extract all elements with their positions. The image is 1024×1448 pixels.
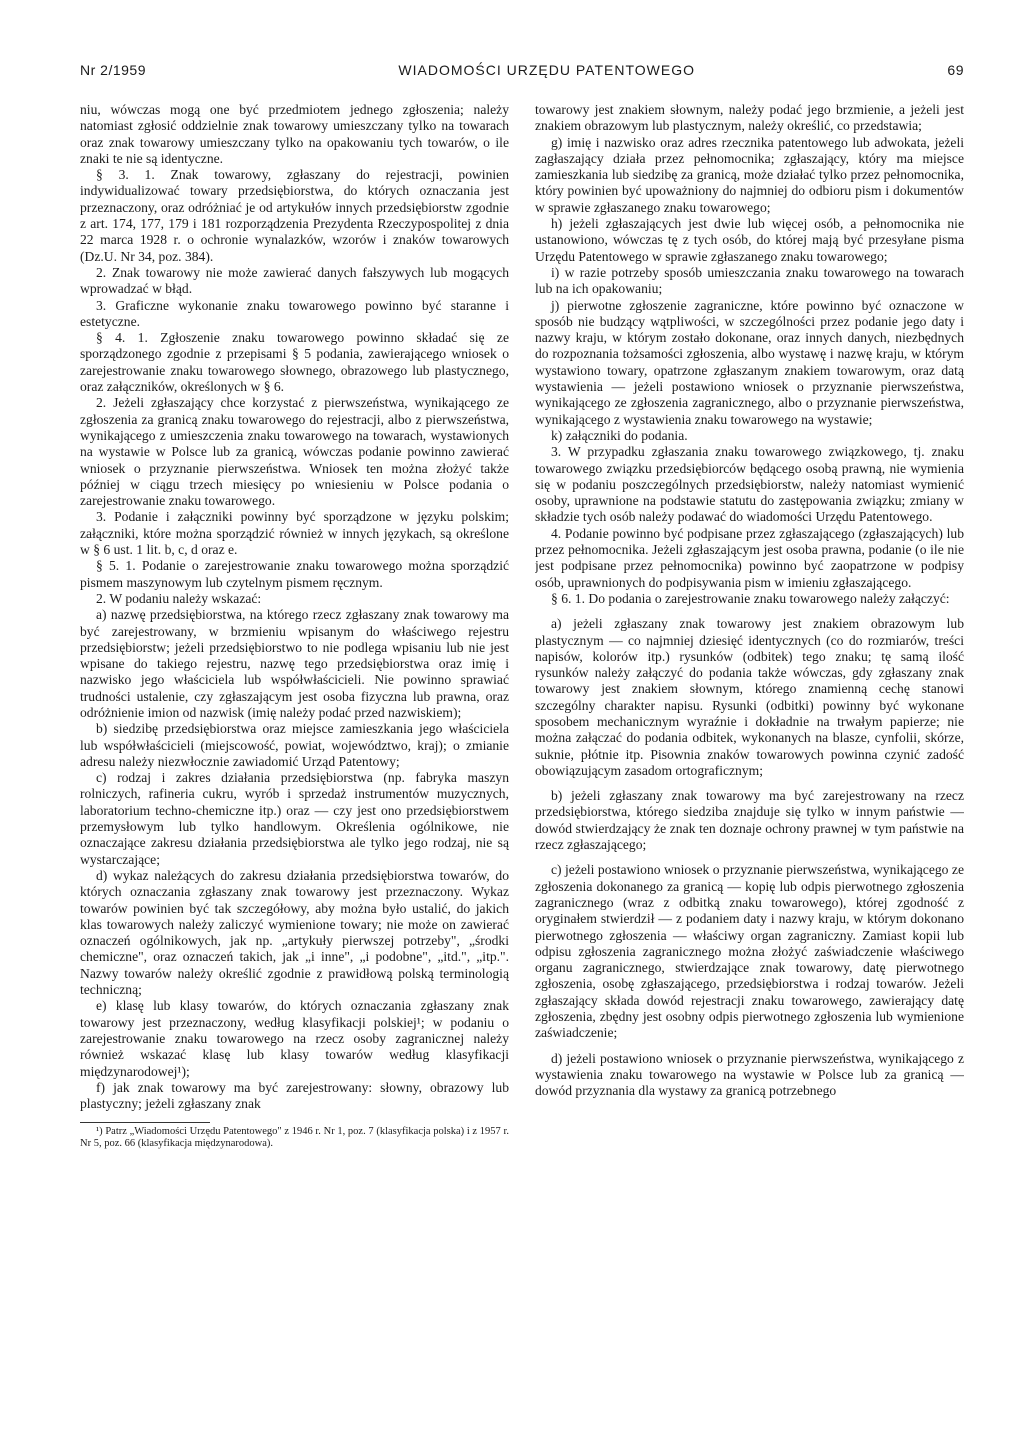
- paragraph: i) w razie potrzeby sposób umieszczania znaku towarowego na towarach lub na ich opakowaniu;: [535, 264, 964, 297]
- right-column: [535, 102, 964, 1422]
- paragraph: c) jeżeli postawiono wniosek o przyznanie pierwszeństwa, wynikającego ze zgłoszenia dokonanego za granicą — kopię lub odpis pierwotnego zgłoszenia zagranicznego (wraz z odbitką znaku towarowego), której zgodność z oryginałem stwierdził — z podaniem daty i nazwy kraju, w którym dokonano pierwotnego zgłoszenia — właściwy organ zagraniczny. Zamiast kopii lub odpisu zgłoszenia zagranicznego można złożyć zaświadczenie właściwego organu zagranicznego, stwierdzające znak towarowy, datę pierwotnego zgłoszenia, osobę zgłaszającego, przedsiębiorstwa i rodzaj towarów. Jeżeli zgłaszający składa dowód rejestracji znaku towarowego, zawierający datę zgłoszenia, zbędny jest osobny odpis pierwotnego zgłoszenia lub wymienione zaświadczenie;: [535, 862, 964, 1041]
- paragraph: 3. Graficzne wykonanie znaku towarowego powinno być staranne i estetyczne.: [80, 297, 509, 329]
- journal-title: WIADOMOŚCI URZĘDU PATENTOWEGO: [398, 62, 695, 78]
- footnote-divider: [80, 1122, 210, 1123]
- paragraph: 3. Podanie i załączniki powinny być sporządzone w języku polskim; załączniki, które można sporządzić również w innych językach, są określone w § 6 ust. 1 lit. b, c, d oraz e.: [80, 509, 509, 558]
- paragraph: 2. Jeżeli zgłaszający chce korzystać z pierwszeństwa, wynikającego ze zgłoszenia za granicą znaku towarowego do rejestracji, albo z pierwszeństwa, wynikającego z umieszczenia znaku towarowego na towarach, wystawionych na wystawie w Polsce lub za granicą, wówczas podanie powinno zawierać wniosek o przyznanie pierwszeństwa. Wniosek ten można złożyć także później w ciągu trzech miesięcy po wniesieniu w Polsce podania o zarejestrowanie znaku towarowego.: [80, 395, 509, 509]
- paragraph: g) imię i nazwisko oraz adres rzecznika patentowego lub adwokata, jeżeli zagłaszający działa przez pełnomocnika; zgłaszający, który ma miejsce zamieszkania lub siedzibę za granicą, może działać tylko przez pełnomocnika, który powinien być upoważniony do najmniej do odbioru pism i dokumentów w sprawie zgłaszanego znaku towarowego;: [535, 134, 964, 215]
- left-column: [80, 102, 509, 1422]
- page-number: 69: [947, 62, 964, 78]
- paragraph: niu, wówczas mogą one być przedmiotem jednego zgłoszenia; należy natomiast zgłosić oddzielnie znak towarowy umieszczany tylko na towarach oraz znak towarowy umieszczany tylko na opakowaniu tych towarów, o ile znaki te nie są identyczne.: [80, 102, 509, 166]
- paragraph: b) jeżeli zgłaszany znak towarowy ma być zarejestrowany na rzecz przedsiębiorstwa, którego siedziba znajduje się tylko w innym państwie — dowód stwierdzający że znak ten doznaje ochrony prawnej w tym państwie na rzecz zgłaszającego;: [535, 788, 964, 853]
- paragraph: e) klasę lub klasy towarów, do których oznaczania zgłaszany znak towarowy jest przeznaczony, według klasyfikacji polskiej¹; w podaniu o zarejestrowanie znaku towarowego na rzecz osoby zagranicznej należy również wskazać klasę lub klasy towarów według klasyfikacji międzynarodowej¹);: [80, 998, 509, 1079]
- paragraph: § 4. 1. Zgłoszenie znaku towarowego powinno składać się ze sporządzonego zgodnie z przepisami § 5 podania, zawierającego wniosek o zarejestrowanie znaku towarowego słownego, obrazowego lub plastycznego, oraz załączników, określonych w § 6.: [80, 330, 509, 395]
- page-header: [80, 62, 964, 78]
- issue-number: Nr 2/1959: [80, 62, 146, 78]
- paragraph: 2. W podaniu należy wskazać:: [96, 590, 262, 606]
- paragraph: § 3. 1. Znak towarowy, zgłaszany do rejestracji, powinien indywidualizować towary przedsiębiorstwa, do których oznaczania jest przeznaczony, oraz odróżniać je od artykułów innych przedsiębiorstw zgodnie z art. 174, 177, 179 i 181 rozporządzenia Prezydenta Rzeczypospolitej z dnia 22 marca 1928 r. o ochronie wynalazków, wzorów i znaków towarowych (Dz.U. Nr 34, poz. 384).: [80, 167, 509, 264]
- paragraph: d) wykaz należących do zakresu działania przedsiębiorstwa towarów, do których oznaczania zgłaszany znak towarowy jest przeznaczony. Wykaz towarów powinien być tak szczegółowy, aby można było ustalić, do jakich klas towarowych należy zaliczyć wymienione towary; nie może on zawierać oznaczeń ogólnikowych, jak np. „artykuły pierwszej potrzeby", „środki chemiczne", oraz oznaczeń takich, jak „i inne", „i podobne", „itd.", „itp.". Nazwy towarów należy określić zgodnie z prawidłową polską terminologią techniczną;: [80, 867, 509, 998]
- paragraph: d) jeżeli postawiono wniosek o przyznanie pierwszeństwa, wynikającego z wystawienia znaku towarowego na wystawie w Polsce lub za granicą — dowód przyznania dla wystawy za granicą potrzebnego: [535, 1050, 964, 1099]
- paragraph: 3. W przypadku zgłaszania znaku towarowego związkowego, tj. znaku towarowego związku przedsiębiorców będącego osobą prawną, nie wymienia się w podaniu poszczególnych przedsiębiorstw, należy natomiast wymienić osoby, uprawnione na podstawie statutu do zastępowania związku; zmiany w składzie tych osób należy podawać do wiadomości Urzędu Patentowego.: [535, 444, 964, 525]
- paragraph: h) jeżeli zgłaszających jest dwie lub więcej osób, a pełnomocnika nie ustanowiono, wówczas tę z tych osób, do której mają być przesyłane pisma Urzędu Patentowego w sprawie zgłaszanego znaku towarowego;: [535, 216, 964, 264]
- text-columns: [80, 102, 964, 1422]
- paragraph: a) nazwę przedsiębiorstwa, na którego rzecz zgłaszany znak towarowy ma być zarejestrowany, w brzmieniu wpisanym do właściwego rejestru przedsiębiorstw; jeżeli przedsiębiorstwo to nie podlega wpisaniu lub nie jest wpisane do takiego rejestru, nazwę tego przedsiębiorstwa oraz imię i nazwisko jego właściciela lub współwłaścicieli. Nie powinno sprawiać trudności ustalenie, czy zgłaszającym jest osoba fizyczna lub prawna, oraz odróżnienie imion od nazwisk (imię należy podać przed nazwiskiem);: [80, 607, 509, 720]
- paragraph: 2. Znak towarowy nie może zawierać danych fałszywych lub mogących wprowadzać w błąd.: [80, 264, 509, 297]
- paragraph: § 5. 1. Podanie o zarejestrowanie znaku towarowego można sporządzić pismem maszynowym lub czytelnym pismem ręcznym.: [80, 558, 509, 590]
- paragraph: § 6. 1. Do podania o zarejestrowanie znaku towarowego należy załączyć:: [551, 590, 950, 606]
- paragraph: a) jeżeli zgłaszany znak towarowy jest znakiem obrazowym lub plastycznym — co najmniej dziesięć identycznych (co do rozmiarów, treści napisów, kolorów itp.) rysunków (odbitek) tego znaku; tę samą ilość rysunków należy załączyć do podania także wówczas, gdy zgłaszany znak towarowy jest znakiem słownym, którego znamienną cechę stanowi szczególny charakter napisu. Rysunki (odbitki) powinny być wykonane sposobem mechanicznym wyraźnie i dokładnie na trwałym papierze; nie można załączać do podania odbitek, wykonanych na blasze, cynfolii, skórze, suknie, płótnie itp. Pisownia znaków towarowych powinna czynić zadość obowiązującym zasadom ortograficznym;: [535, 616, 964, 778]
- paragraph: k) załączniki do podania.: [551, 427, 688, 443]
- paragraph: j) pierwotne zgłoszenie zagraniczne, które powinno być oznaczone w sposób nie budzący wątpliwości, w szczególności przez podanie jego daty i nazwy kraju, w którym zostało dokonane, oraz innych danych, niezbędnych do rozpoznania tożsamości zgłoszenia, albo wystawę i nazwę kraju, w którym wystawiono towary, opatrzone zgłaszanym znakiem towarowym, oraz datą wystawienia — jeżeli postawiono wniosek o przyznanie pierwszeństwa, wynikającego ze zgłoszenia zagranicznego, albo o przyznanie pierwszeństwa, wynikającego z wystawienia znaku towarowego na wystawie;: [535, 297, 964, 427]
- paragraph: towarowy jest znakiem słownym, należy podać jego brzmienie, a jeżeli jest znakiem obrazowym lub plastycznym, należy określić, co przedstawia;: [535, 102, 964, 134]
- paragraph: b) siedzibę przedsiębiorstwa oraz miejsce zamieszkania jego właściciela lub współwłaścicieli (miejscowość, powiat, województwo, kraj); o zmianie adresu należy niezwłocznie zawiadomić Urząd Patentowy;: [80, 721, 509, 769]
- footnote: ¹) Patrz „Wiadomości Urzędu Patentowego" z 1946 r. Nr 1, poz. 7 (klasyfikacja polska) i z 1957 r. Nr 5, poz. 66 (klasyfikacja międzynarodowa).: [80, 1126, 509, 1150]
- paragraph: c) rodzaj i zakres działania przedsiębiorstwa (np. fabryka maszyn rolniczych, rafineria cukru, wyrób i sprzedaż instrumentów muzycznych, laboratorium techno-chemiczne itp.) oraz — czy jest ono przedsiębiorstwem przemysłowym lub tylko handlowym. Określenia ogólnikowe, nie oznaczające zakresu działania przedsiębiorstwa ale tylko jego rodzaj, nie są wystarczające;: [80, 770, 509, 867]
- paragraph: f) jak znak towarowy ma być zarejestrowany: słowny, obrazowy lub plastyczny; jeżeli zgłaszany znak: [80, 1079, 509, 1112]
- paragraph: 4. Podanie powinno być podpisane przez zgłaszającego (zgłaszających) lub przez pełnomocnika. Jeżeli zgłaszającym jest osoba prawna, podanie (o ile nie jest podpisane przez pełnomocnika) powinno być zaopatrzone w podpisy osób, uprawnionych do podpisywania pism w imieniu zgłaszającego.: [535, 525, 964, 590]
